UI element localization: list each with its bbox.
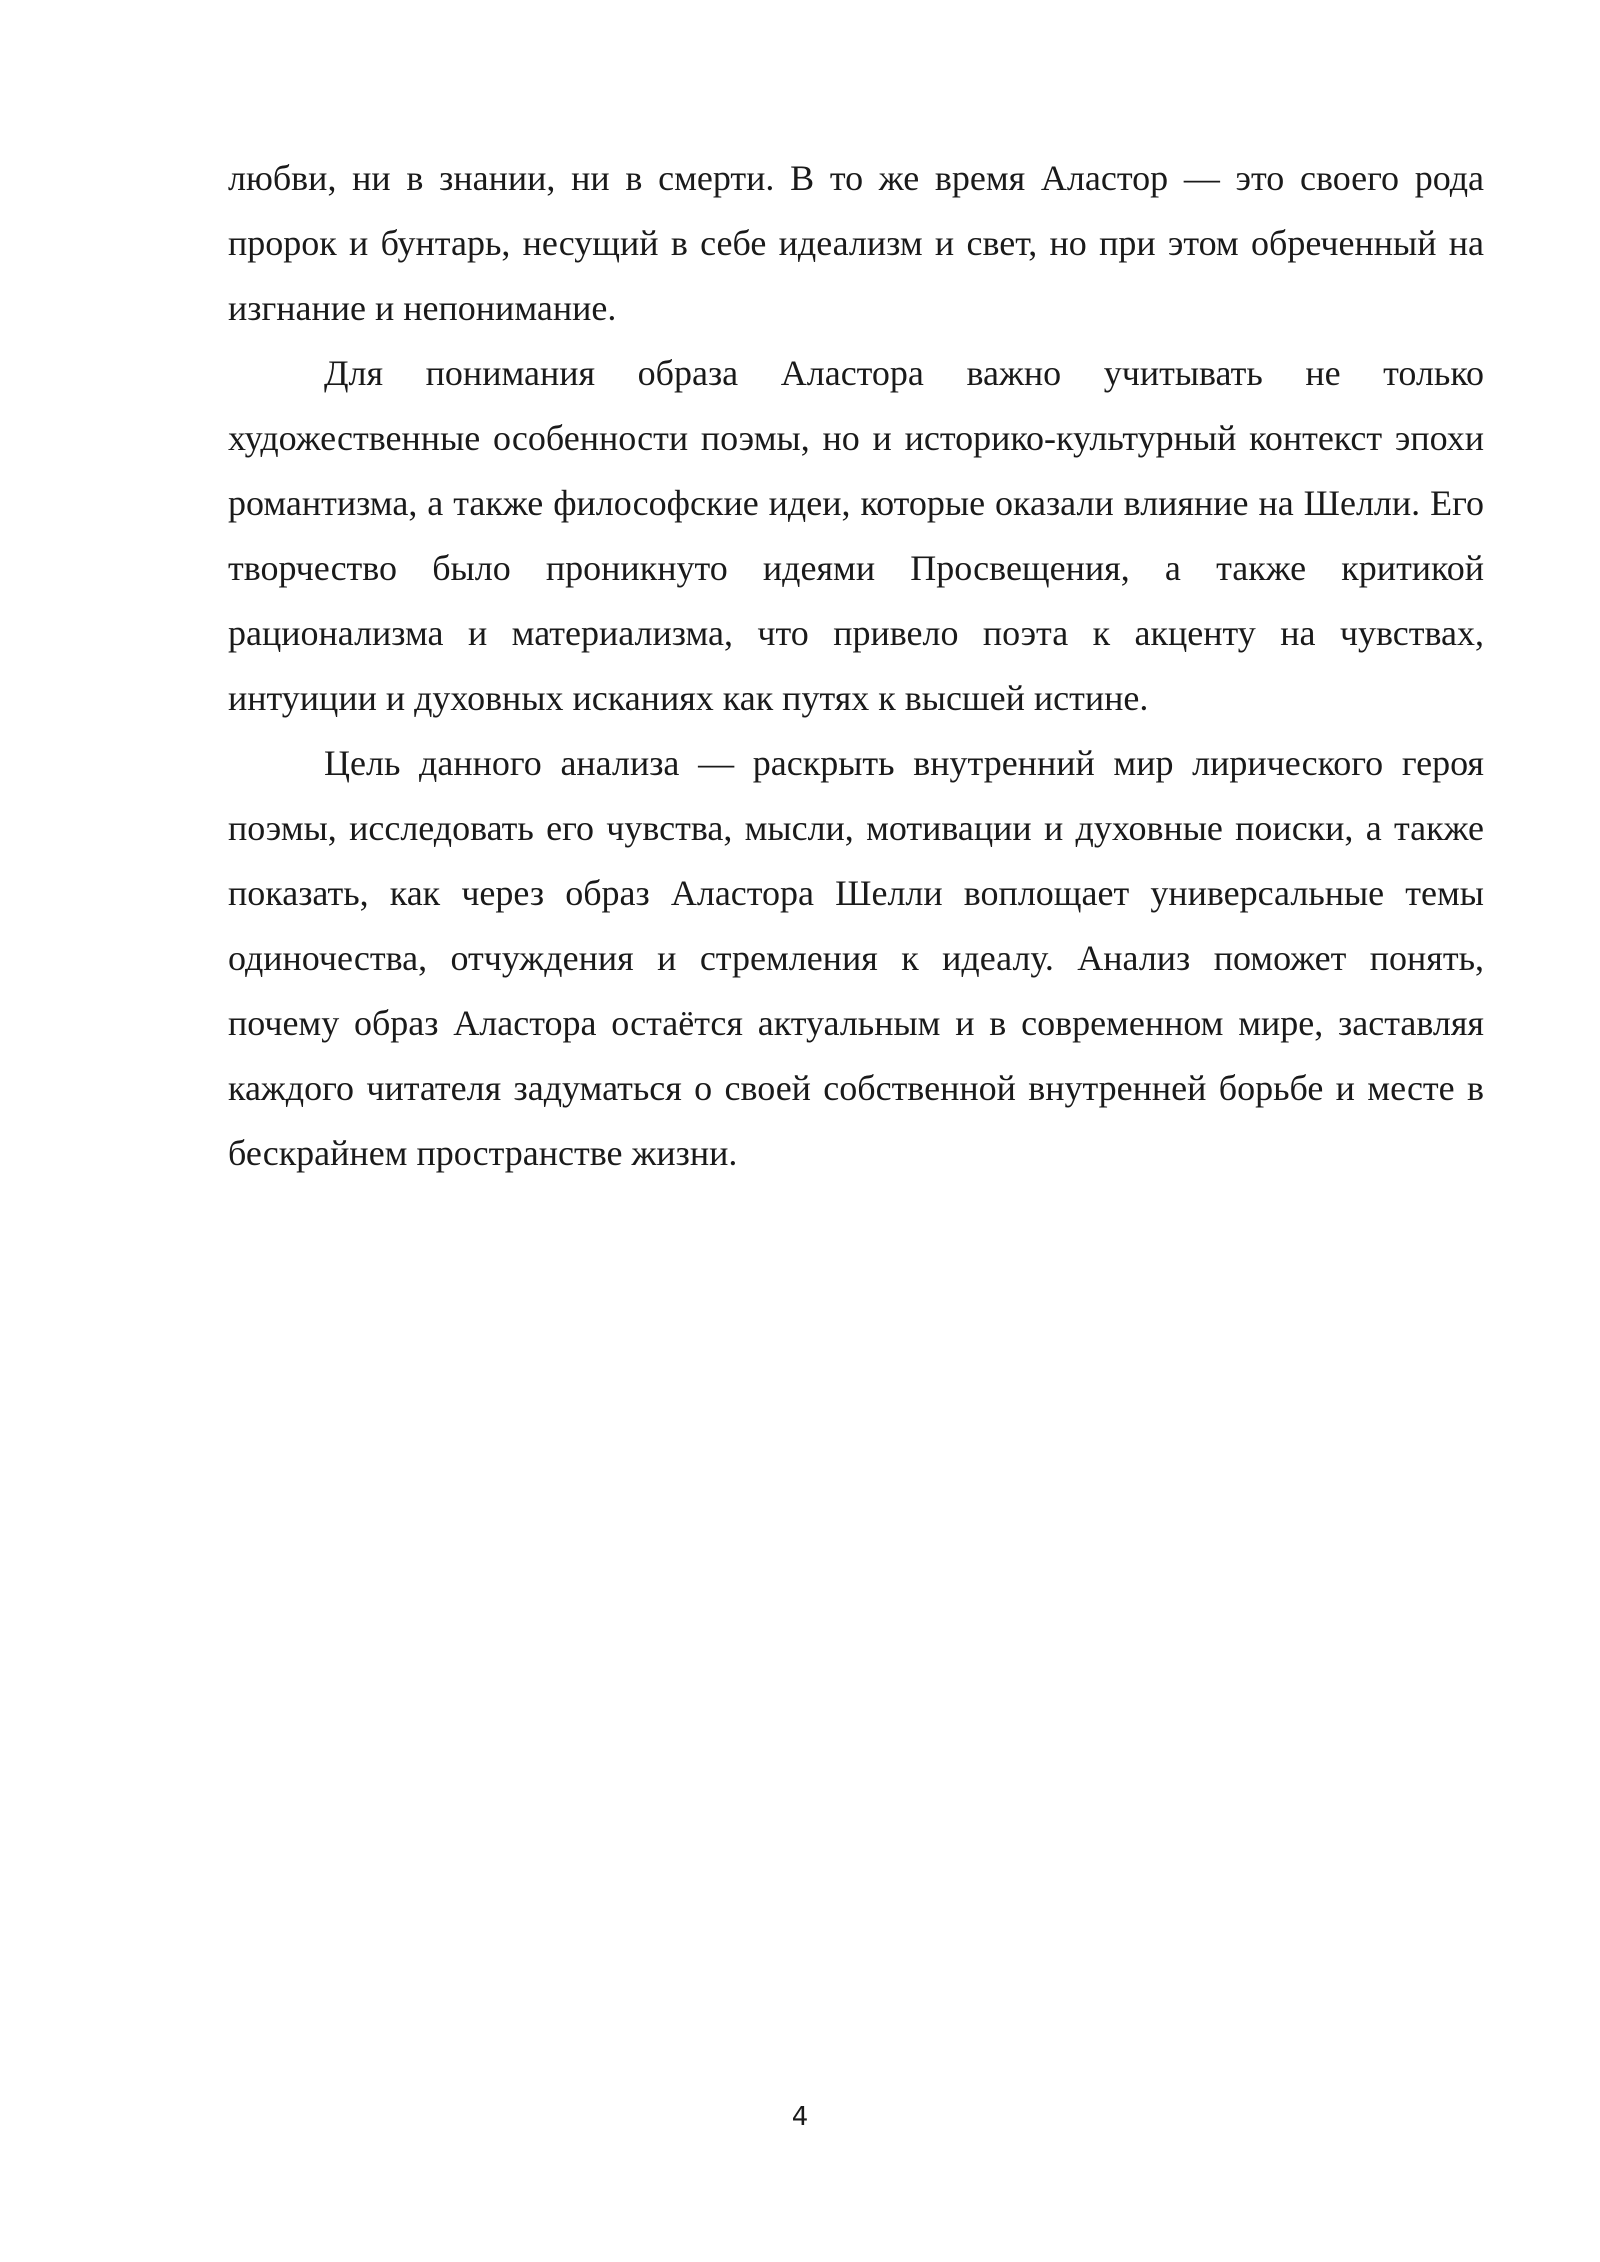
page-number: 4 bbox=[791, 2102, 809, 2132]
paragraph-2: Для понимания образа Аластора важно учитывать не только художественные особенности поэмы, но и историко-культурный контекст эпохи романтизма, а также философские идеи, которые оказали влияние на Шелли. Его творчество было проникнуто идеями Просвещения, а также критикой рационализма и материализма, что привело поэта к акценту на чувствах, интуиции и духовных исканиях как путях к высшей истине. bbox=[228, 353, 1484, 718]
body-text bbox=[228, 146, 1484, 1186]
paragraph-1: любви, ни в знании, ни в смерти. В то же время Аластор — это своего рода пророк и бунтарь, несущий в себе идеализм и свет, но при этом обреченный на изгнание и непонимание. bbox=[228, 158, 1484, 328]
paragraph-3: Цель данного анализа — раскрыть внутренний мир лирического героя поэмы, исследовать его чувства, мысли, мотивации и духовные поиски, а также показать, как через образ Аластора Шелли воплощает универсальные темы одиночества, отчуждения и стремления к идеалу. Анализ поможет понять, почему образ Аластора остаётся актуальным и в современном мире, заставляя каждого читателя задуматься о своей собственной внутренней борьбе и месте в бескрайнем пространстве жизни. bbox=[228, 743, 1484, 1173]
